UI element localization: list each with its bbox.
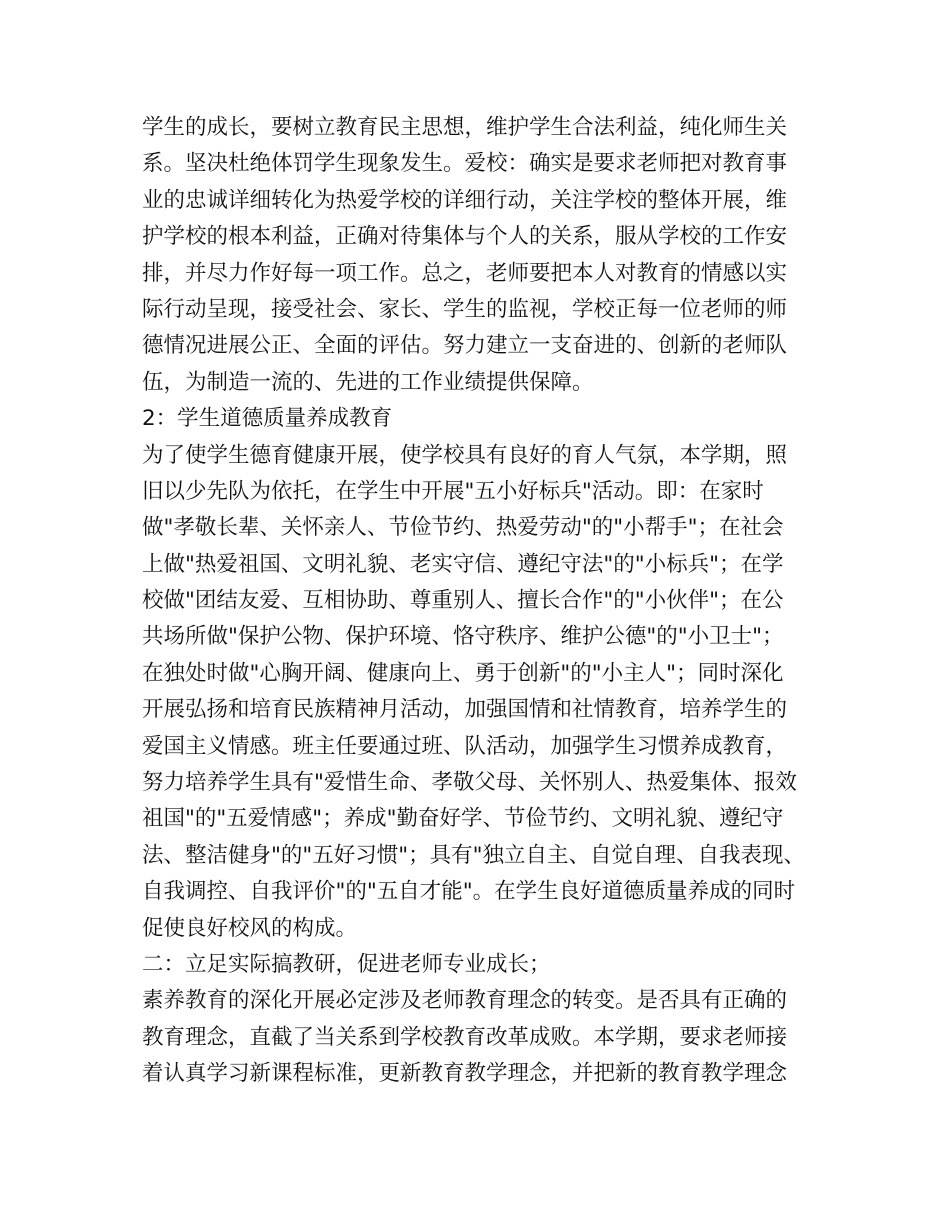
- text-line: 共场所做"保护公物、保护环境、恪守秩序、维护公德"的"小卫士"；: [142, 624, 784, 650]
- text-line: 旧以少先队为依托，在学生中开展"五小好标兵"活动。即：在家时: [142, 478, 764, 504]
- text-line: 伍，为制造一流的、先进的工作业绩提供保障。: [142, 369, 594, 395]
- text-line: 爱国主义情感。班主任要通过班、队活动，加强学生习惯养成教育，: [142, 733, 788, 759]
- section-heading: 二：立足实际搞教研，促进老师专业成长；: [142, 951, 551, 977]
- text-line: 法、整洁健身"的"五好习惯"；具有"独立自主、自觉自理、自我表现、: [142, 842, 806, 868]
- text-line: 开展弘扬和培育民族精神月活动，加强国情和社情教育，培养学生的: [142, 697, 788, 723]
- text-line: 素养教育的深化开展必定涉及老师教育理念的转变。是否具有正确的: [142, 988, 788, 1014]
- section-heading: 2：学生道德质量养成教育: [142, 406, 393, 432]
- text-line: 际行动呈现，接受社会、家长、学生的监视，学校正每一位老师的师: [142, 296, 788, 322]
- text-line: 努力培养学生具有"爱惜生命、孝敬父母、关怀别人、热爱集体、报效: [142, 770, 797, 796]
- text-line: 着认真学习新课程标准，更新教育教学理念，并把新的教育教学理念: [142, 1061, 788, 1087]
- text-line: 业的忠诚详细转化为热爱学校的详细行动，关注学校的整体开展，维: [142, 187, 788, 213]
- text-line: 上做"热爱祖国、文明礼貌、老实守信、遵纪守法"的"小标兵"；在学: [142, 551, 784, 577]
- text-line: 系。坚决杜绝体罚学生现象发生。爱校：确实是要求老师把对教育事: [142, 151, 788, 177]
- text-line: 自我调控、自我评价"的"五自才能"。在学生良好道德质量养成的同时: [142, 879, 796, 905]
- text-line: 祖国"的"五爱情感"；养成"勤奋好学、节俭节约、文明礼貌、遵纪守: [142, 806, 784, 832]
- text-line: 德情况进展公正、全面的评估。努力建立一支奋进的、创新的老师队: [142, 333, 788, 359]
- text-line: 促使良好校风的构成。: [142, 915, 358, 941]
- text-line: 做"孝敬长辈、关怀亲人、节俭节约、热爱劳动"的"小帮手"；在社会: [142, 515, 784, 541]
- text-line: 护学校的根本利益，正确对待集体与个人的关系，服从学校的工作安: [142, 224, 788, 250]
- document-body: [142, 110, 822, 1093]
- text-line: 为了使学生德育健康开展，使学校具有良好的育人气氛，本学期，照: [142, 442, 788, 468]
- text-line: 在独处时做"心胸开阔、健康向上、勇于创新"的"小主人"；同时深化: [142, 660, 784, 686]
- text-line: 学生的成长，要树立教育民主思想，维护学生合法利益，纯化师生关: [142, 115, 788, 140]
- text-line: 校做"团结友爱、互相协助、尊重别人、擅长合作"的"小伙伴"；在公: [142, 588, 784, 614]
- text-line: 教育理念，直截了当关系到学校教育改革成败。本学期，要求老师接: [142, 1024, 788, 1050]
- text-line: 排，并尽力作好每一项工作。总之，老师要把本人对教育的情感以实: [142, 260, 788, 286]
